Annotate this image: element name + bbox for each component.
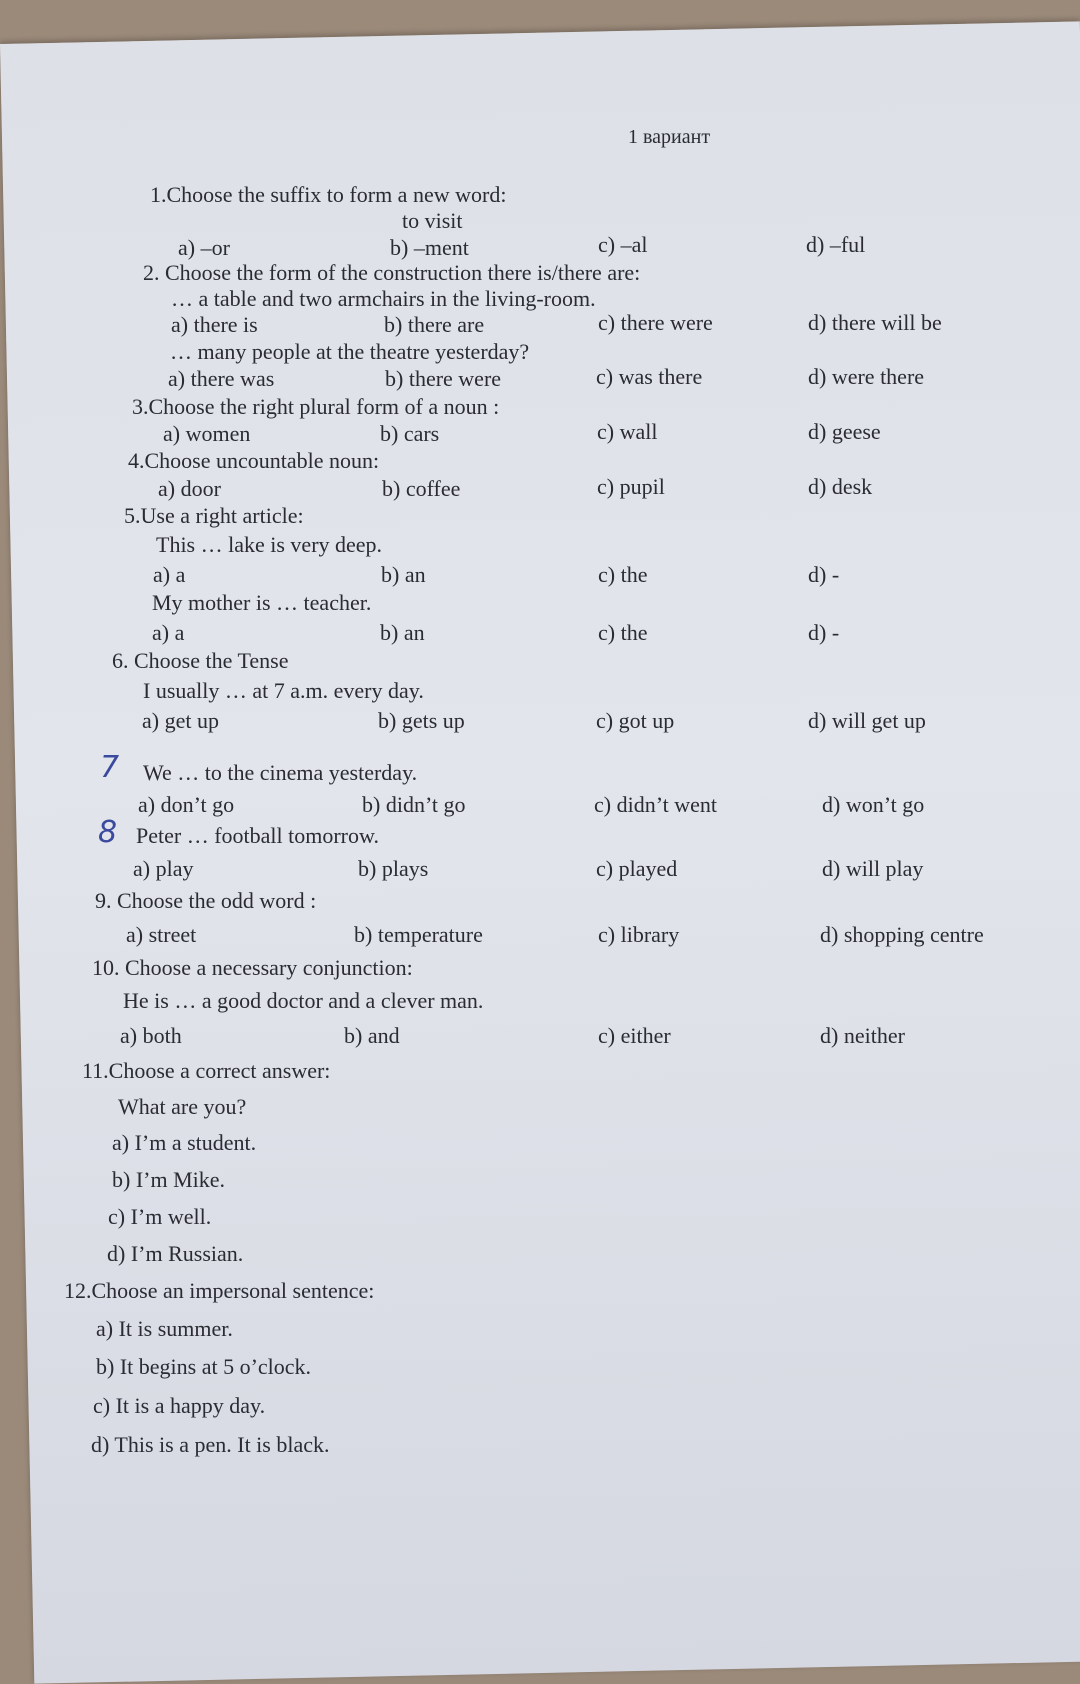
task-8-option-b: b) plays [358,856,429,881]
task-4-option-d: d) desk [808,474,873,499]
variant-label: 1 вариант [628,126,711,148]
task-12-option-a: a) It is summer. [96,1316,233,1341]
task-6-option-c: c) got up [596,708,675,733]
task-10-option-a: a) both [120,1023,182,1048]
task-10-option-c: c) either [598,1023,671,1048]
task-4-option-a: a) door [158,476,221,501]
task-3-title: 3.Choose the right plural form of a noun : [132,394,500,419]
task-5-2-option-b: b) an [380,620,425,645]
task-8-option-c: c) played [596,856,678,881]
task-1-option-d: d) –ful [806,232,866,257]
task-8-option-d: d) will play [822,856,924,881]
task-10-option-b: b) and [344,1023,400,1048]
task-6-title: 6. Choose the Tense [112,648,289,673]
task-5-2-option-a: a) a [152,620,185,645]
task-2-prompt-2: … many people at the theatre yesterday? [170,339,530,364]
task-2-1-option-a: a) there is [171,312,258,337]
task-7-option-a: a) don’t go [138,792,235,817]
task-5-prompt-2: My mother is … teacher. [152,590,372,615]
task-9-title: 9. Choose the odd word : [95,888,317,913]
task-11-title: 11.Choose a correct answer: [82,1058,331,1083]
task-3-option-a: a) women [163,421,251,446]
task-9-option-d: d) shopping centre [820,922,984,947]
task-1-option-a: a) –or [178,235,230,260]
task-2-2-option-a: a) there was [168,366,275,391]
task-3-option-c: c) wall [597,419,658,444]
task-2-2-option-b: b) there were [385,366,502,391]
task-2-1-option-c: c) there were [598,310,713,335]
task-2-prompt-1: … a table and two armchairs in the living-room. [171,286,596,311]
handwritten-number-7: 7 [100,750,120,785]
task-5-1-option-c: c) the [598,562,648,587]
task-3-option-d: d) geese [808,419,881,444]
task-2-2-option-c: c) was there [596,364,703,389]
task-10-prompt: He is … a good doctor and a clever man. [123,988,484,1013]
task-9-option-b: b) temperature [354,922,483,947]
task-1-option-b: b) –ment [390,235,469,260]
task-2-2-option-d: d) were there [808,364,925,389]
task-9-option-a: a) street [126,922,197,947]
task-2-1-option-d: d) there will be [808,310,942,335]
task-7-option-d: d) won’t go [822,792,925,817]
task-5-1-option-a: a) a [153,562,186,587]
task-7-prompt: We … to the cinema yesterday. [143,760,418,785]
task-10-title: 10. Choose a necessary conjunction: [92,955,413,980]
task-12-option-d: d) This is a pen. It is black. [91,1432,330,1457]
task-2-title: 2. Choose the form of the construction there is/there are: [143,260,641,285]
task-5-1-option-d: d) - [808,562,840,587]
task-5-prompt-1: This … lake is very deep. [156,532,383,557]
task-5-1-option-b: b) an [381,562,426,587]
task-4-option-b: b) coffee [382,476,461,501]
task-11-prompt: What are you? [118,1094,247,1119]
handwritten-number-8: 8 [98,815,118,850]
task-7-option-b: b) didn’t go [362,792,466,817]
task-7-option-c: c) didn’t went [594,792,718,817]
task-1-option-c: c) –al [598,232,648,257]
task-4-title: 4.Choose uncountable noun: [128,448,380,473]
task-12-option-c: c) It is a happy day. [93,1393,266,1418]
task-6-option-a: a) get up [142,708,219,733]
task-1-title: 1.Choose the suffix to form a new word: [150,182,507,207]
task-3-option-b: b) cars [380,421,440,446]
task-6-prompt-1: I usually … at 7 a.m. every day. [143,678,424,703]
task-4-option-c: c) pupil [597,474,665,499]
task-5-2-option-d: d) - [808,620,840,645]
task-11-option-a: a) I’m a student. [112,1130,257,1155]
task-2-1-option-b: b) there are [384,312,485,337]
task-5-2-option-c: c) the [598,620,648,645]
task-5-title: 5.Use a right article: [124,503,304,528]
task-11-option-c: c) I’m well. [108,1204,212,1229]
task-1-prompt: to visit [402,208,463,233]
task-12-option-b: b) It begins at 5 o’clock. [96,1354,312,1379]
task-11-option-b: b) I’m Mike. [112,1167,226,1192]
task-11-option-d: d) I’m Russian. [107,1241,244,1266]
task-10-option-d: d) neither [820,1023,905,1048]
task-12-title: 12.Choose an impersonal sentence: [64,1278,375,1303]
task-8-prompt: Peter … football tomorrow. [136,823,379,848]
task-8-option-a: a) play [133,856,194,881]
task-9-option-c: c) library [598,922,680,947]
task-6-option-d: d) will get up [808,708,926,733]
task-6-option-b: b) gets up [378,708,465,733]
